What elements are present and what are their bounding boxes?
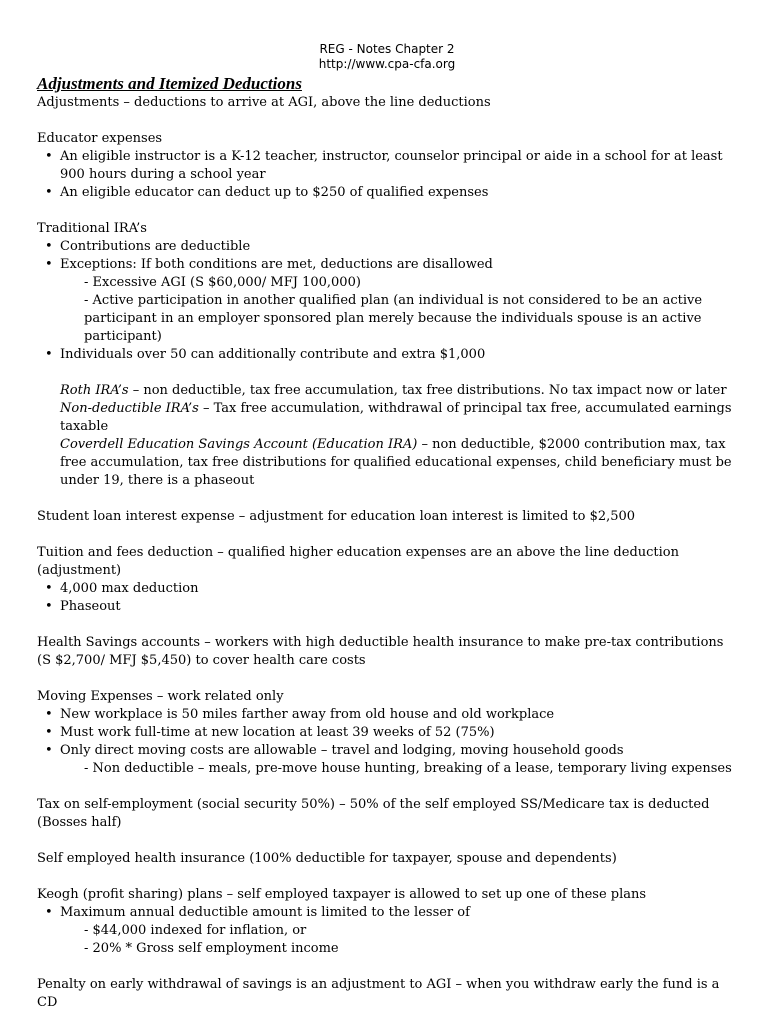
penalty-text: Penalty on early withdrawal of savings is an adjustment to AGI – when you withdraw early the fund is a CD <box>37 977 720 1010</box>
keogh-list <box>37 904 737 958</box>
ira-heading: Traditional IRA’s <box>37 221 147 236</box>
tuition-list <box>37 580 737 616</box>
sub-item: - 20% * Gross self employment income <box>84 941 339 956</box>
list-item: • 4,000 max deduction <box>60 580 737 598</box>
ira-list <box>37 238 737 364</box>
list-item <box>60 742 737 778</box>
list-item: • Contributions are deductible <box>60 238 737 256</box>
list-item: • Phaseout <box>60 598 737 616</box>
student-loan-text: Student loan interest expense – adjustment for education loan interest is limited to $2,500 <box>37 509 636 524</box>
document-page <box>37 42 737 1012</box>
se-tax-text: Tax on self-employment (social security 50%) – 50% of the self employed SS/Medicare tax is deducted (Bosses half) <box>37 797 710 830</box>
coverdell-label: Coverdell Education Savings Account (Education IRA) <box>60 437 418 452</box>
list-item <box>60 904 737 958</box>
list-item: • An eligible instructor is a K-12 teacher, instructor, counselor principal or aide in a school for at least 900 hours during a school year <box>60 148 737 184</box>
se-health-text: Self employed health insurance (100% deductible for taxpayer, spouse and dependents) <box>37 851 617 866</box>
sub-item: - Active participation in another qualified plan (an individual is not considered to be an active participant in an employer sponsored plan merely because the individuals spouse is an active participant) <box>84 293 703 344</box>
nondeductible-ira-note <box>37 400 737 436</box>
sub-item: - $44,000 indexed for inflation, or <box>84 923 307 938</box>
list-item: • An eligible educator can deduct up to $250 of qualified expenses <box>60 184 737 202</box>
moving-heading: Moving Expenses – work related only <box>37 689 284 704</box>
educator-heading: Educator expenses <box>37 131 163 146</box>
list-item: • Must work full-time at new location at least 39 weeks of 52 (75%) <box>60 724 737 742</box>
header-line-1: REG - Notes Chapter 2 <box>319 42 455 56</box>
list-item-text: • Exceptions: If both conditions are met, deductions are disallowed <box>60 257 493 272</box>
list-item-text: • Maximum annual deductible amount is limited to the lesser of <box>60 905 470 920</box>
roth-ira-note <box>37 382 737 400</box>
roth-ira-label: Roth IRA’s <box>60 383 129 398</box>
coverdell-text: – non deductible, $2000 contribution max, tax free accumulation, tax free distributions for qualified educational expenses, child beneficiary must be under 19, there is a phaseout <box>60 437 732 488</box>
header-url: http://www.cpa-cfa.org <box>318 57 456 71</box>
intro-text: Adjustments – deductions to arrive at AGI, above the line deductions <box>37 95 491 110</box>
list-item-text: • Only direct moving costs are allowable – travel and lodging, moving household goods <box>60 743 624 758</box>
page-title: Adjustments and Itemized Deductions <box>37 74 302 93</box>
sub-item: - Excessive AGI (S $60,000/ MFJ 100,000) <box>84 275 361 290</box>
sub-item: - Non deductible – meals, pre-move house hunting, breaking of a lease, temporary living expenses <box>84 761 732 776</box>
educator-list <box>37 148 737 202</box>
coverdell-note <box>37 436 737 490</box>
nondeductible-ira-text: – Tax free accumulation, withdrawal of principal tax free, accumulated earnings taxable <box>60 401 732 434</box>
moving-list <box>37 706 737 778</box>
tuition-heading: Tuition and fees deduction – qualified higher education expenses are an above the line deduction (adjustment) <box>37 545 680 578</box>
nondeductible-ira-label: Non-deductible IRA’s <box>60 401 199 416</box>
hsa-text: Health Savings accounts – workers with high deductible health insurance to make pre-tax contributions (S $2,700/ MFJ $5,450) to cover health care costs <box>37 635 724 668</box>
list-item <box>60 256 737 346</box>
list-item: • New workplace is 50 miles farther away from old house and old workplace <box>60 706 737 724</box>
keogh-heading: Keogh (profit sharing) plans – self employed taxpayer is allowed to set up one of these plans <box>37 887 647 902</box>
roth-ira-text: – non deductible, tax free accumulation, tax free distributions. No tax impact now or later <box>128 383 727 398</box>
list-item: • Individuals over 50 can additionally contribute and extra $1,000 <box>60 346 737 364</box>
